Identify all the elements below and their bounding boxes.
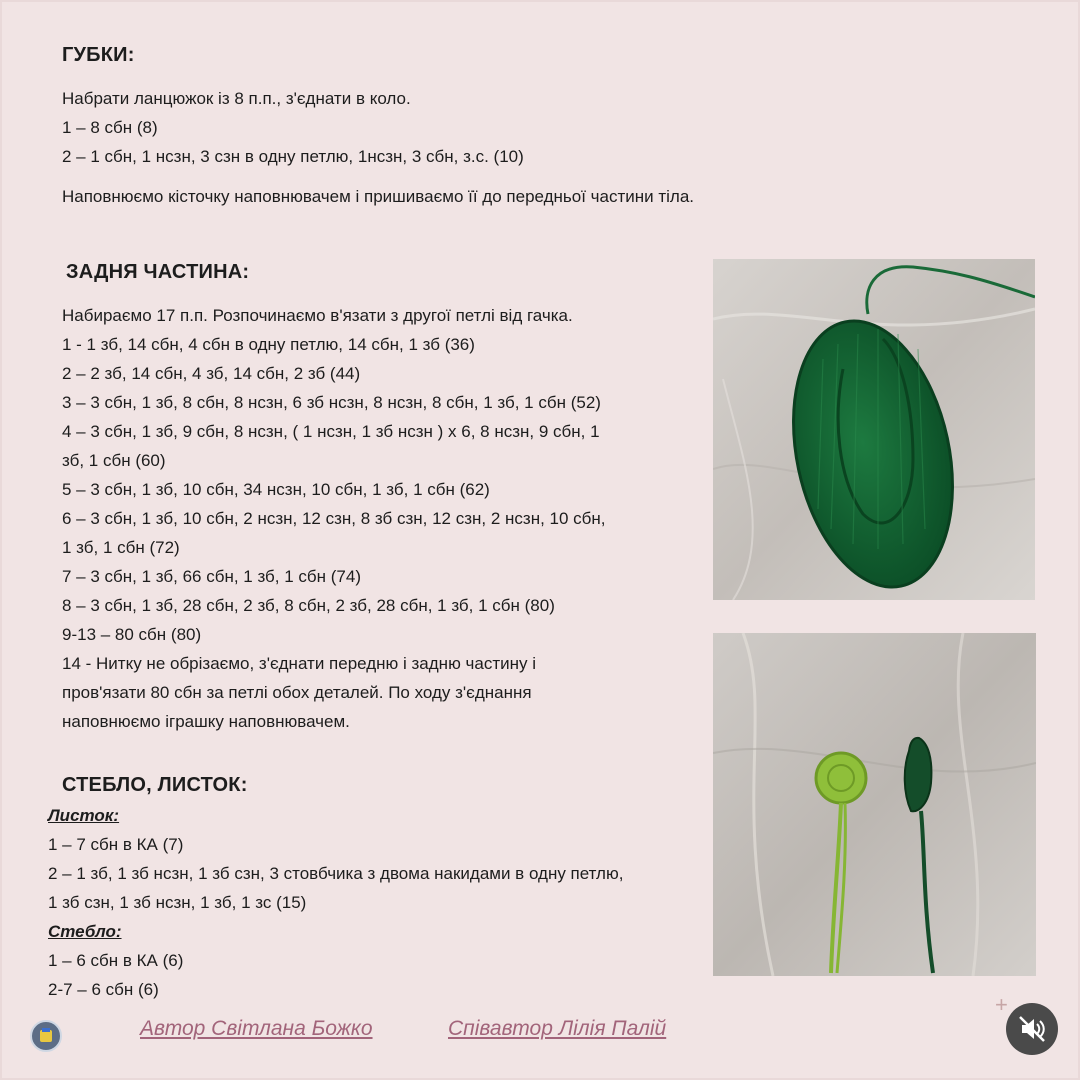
subheading-leaf: Листок: bbox=[48, 806, 120, 825]
instruction-line: 6 – 3 сбн, 1 зб, 10 сбн, 2 нсзн, 12 сзн, 8 зб сзн, 12 сзн, 2 нсзн, 10 сбн, bbox=[62, 509, 606, 528]
mute-button[interactable] bbox=[1006, 1003, 1058, 1055]
instruction-line: 1 - 1 зб, 14 сбн, 4 сбн в одну петлю, 14 сбн, 1 зб (36) bbox=[62, 335, 475, 354]
instruction-line: 1 зб, 1 сбн (72) bbox=[62, 538, 180, 557]
photo-leaf-stem bbox=[713, 633, 1036, 976]
avatar[interactable] bbox=[30, 1020, 62, 1052]
instruction-line: Набрати ланцюжок із 8 п.п., з'єднати в коло. bbox=[62, 89, 411, 108]
instruction-line: 1 – 6 сбн в КА (6) bbox=[48, 951, 184, 970]
instruction-line: 2-7 – 6 сбн (6) bbox=[48, 980, 159, 999]
instruction-line: 4 – 3 сбн, 1 зб, 9 сбн, 8 нсзн, ( 1 нсзн, 1 зб нсзн ) х 6, 8 нсзн, 9 сбн, 1 bbox=[62, 422, 600, 441]
instruction-line: наповнюємо іграшку наповнювачем. bbox=[62, 712, 350, 731]
section-title-gubky: ГУБКИ: bbox=[62, 44, 135, 66]
instruction-line: 2 – 1 зб, 1 зб нсзн, 1 зб сзн, 3 стовбчика з двома накидами в одну петлю, bbox=[48, 864, 624, 883]
section-title-zadnia: ЗАДНЯ ЧАСТИНА: bbox=[66, 261, 250, 283]
instruction-line: пров'язати 80 сбн за петлі обох деталей. По ходу з'єднання bbox=[62, 683, 532, 702]
instruction-line: 1 – 8 сбн (8) bbox=[62, 118, 158, 137]
instruction-note: Наповнюємо кісточку наповнювачем і пришиваємо її до передньої частини тіла. bbox=[62, 187, 695, 206]
instruction-line: 3 – 3 сбн, 1 зб, 8 сбн, 8 нсзн, 6 зб нсзн, 8 нсзн, 8 сбн, 1 зб, 1 сбн (52) bbox=[62, 393, 601, 412]
section-title-steblo: СТЕБЛО, ЛИСТОК: bbox=[62, 774, 248, 796]
author-link[interactable]: Автор Світлана Божко bbox=[140, 1017, 373, 1040]
instruction-line: 8 – 3 сбн, 1 зб, 28 сбн, 2 зб, 8 сбн, 2 зб, 28 сбн, 1 зб, 1 сбн (80) bbox=[62, 596, 555, 615]
photo-back-part bbox=[713, 259, 1035, 600]
instruction-line: 14 - Нитку не обрізаємо, з'єднати передню і задню частину і bbox=[62, 654, 537, 673]
instruction-line: Набираємо 17 п.п. Розпочинаємо в'язати з другої петлі від гачка. bbox=[62, 306, 573, 325]
instruction-line: 1 – 7 сбн в КА (7) bbox=[48, 835, 184, 854]
instruction-line: 2 – 2 зб, 14 сбн, 4 зб, 14 сбн, 2 зб (44) bbox=[62, 364, 361, 383]
instruction-line: 1 зб сзн, 1 зб нсзн, 1 зб, 1 зс (15) bbox=[48, 893, 307, 912]
instruction-line: 2 – 1 сбн, 1 нсзн, 3 сзн в одну петлю, 1нсзн, 3 сбн, з.с. (10) bbox=[62, 147, 524, 166]
plus-icon: + bbox=[995, 992, 1008, 1017]
speaker-muted-icon bbox=[1006, 1003, 1058, 1055]
instruction-line: 5 – 3 сбн, 1 зб, 10 сбн, 34 нсзн, 10 сбн, 1 зб, 1 сбн (62) bbox=[62, 480, 490, 499]
instruction-line: зб, 1 сбн (60) bbox=[62, 451, 166, 470]
coauthor-link[interactable]: Співавтор Лілія Палій bbox=[448, 1017, 667, 1040]
instruction-line: 7 – 3 сбн, 1 зб, 66 сбн, 1 зб, 1 сбн (74) bbox=[62, 567, 361, 586]
subheading-stem: Стебло: bbox=[48, 922, 122, 941]
instruction-line: 9-13 – 80 сбн (80) bbox=[62, 625, 202, 644]
